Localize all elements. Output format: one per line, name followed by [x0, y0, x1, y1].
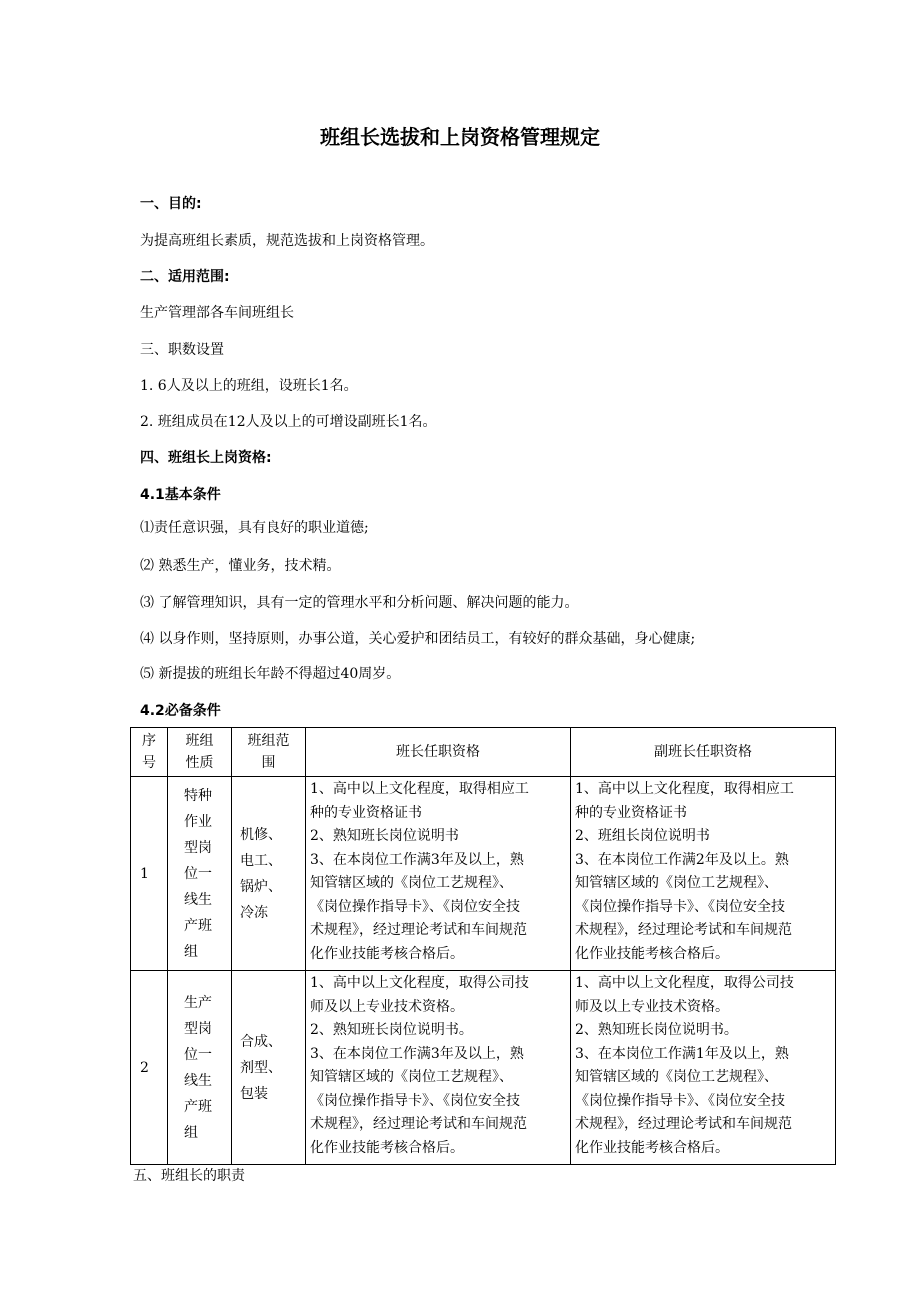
row-nature: 生产 型岗 位一 线生 产班 组	[168, 971, 232, 1165]
basic-condition-item: ⑵ 熟悉生产，懂业务，技术精。	[140, 558, 341, 574]
header-seq	[131, 728, 168, 777]
row-nature: 特种 作业 型岗 位一 线生 产班 组	[168, 777, 232, 971]
requirements-table	[130, 727, 836, 1165]
row-leader-qualification: 1、高中以上文化程度，取得公司技 师及以上专业技术资格。 2、熟知班长岗位说明书。 3、在本岗位工作满3年及以上，熟 知管辖区域的《岗位工艺规程》、 《岗位操作指导卡》、《岗位安全技 术规程》，经过理论考试和车间规范 化作业技能考核合格后。	[306, 971, 571, 1165]
section-1-heading: 一、目的:	[140, 196, 202, 212]
header-scope-text: 班组范围	[247, 733, 290, 771]
header-deputy-qualification: 副班长任职资格	[571, 728, 836, 777]
section-4-1-heading: 4.1基本条件	[140, 487, 221, 503]
section-2-text: 生产管理部各车间班组长	[140, 305, 294, 321]
row-seq: 1	[131, 777, 168, 971]
section-2-heading: 二、适用范围:	[140, 269, 230, 285]
table-row	[131, 971, 836, 1165]
row-seq: 2	[131, 971, 168, 1165]
header-scope	[232, 728, 306, 777]
section-5-heading: 五、班组长的职责	[133, 1168, 245, 1184]
row-leader-qualification: 1、高中以上文化程度，取得相应工 种的专业资格证书 2、熟知班长岗位说明书 3、在本岗位工作满3年及以上，熟 知管辖区域的《岗位工艺规程》、 《岗位操作指导卡》、《岗位安全技 术规程》，经过理论考试和车间规范 化作业技能考核合格后。	[306, 777, 571, 971]
section-3-item-2: 2. 班组成员在12人及以上的可增设副班长1名。	[140, 414, 437, 430]
row-scope: 机修、 电工、 锅炉、 冷冻	[232, 777, 306, 971]
header-nature-text: 班组性质	[185, 733, 214, 771]
basic-condition-item: ⑴责任意识强，具有良好的职业道德;	[140, 520, 369, 536]
row-deputy-qualification: 1、高中以上文化程度，取得公司技 师及以上专业技术资格。 2、熟知班长岗位说明书。 3、在本岗位工作满1年及以上，熟 知管辖区域的《岗位工艺规程》、 《岗位操作指导卡》、《岗位安全技 术规程》，经过理论考试和车间规范 化作业技能考核合格后。	[571, 971, 836, 1165]
document-title: 班组长选拔和上岗资格管理规定	[320, 125, 600, 149]
table-header-row	[131, 728, 836, 777]
section-4-2-heading: 4.2必备条件	[140, 703, 221, 719]
section-3-item-1: 1. 6人及以上的班组，设班长1名。	[140, 378, 358, 394]
basic-condition-item: ⑸ 新提拔的班组长年龄不得超过40周岁。	[140, 666, 401, 682]
section-1-text: 为提高班组长素质，规范选拔和上岗资格管理。	[140, 233, 434, 249]
header-nature	[168, 728, 232, 777]
table-row	[131, 777, 836, 971]
header-seq-text: 序号	[142, 733, 156, 771]
basic-condition-item: ⑷ 以身作则，坚持原则，办事公道，关心爱护和团结员工，有较好的群众基础，身心健康;	[140, 631, 696, 647]
header-leader-qualification: 班长任职资格	[306, 728, 571, 777]
row-deputy-qualification: 1、高中以上文化程度，取得相应工 种的专业资格证书 2、班组长岗位说明书 3、在本岗位工作满2年及以上。熟 知管辖区域的《岗位工艺规程》、 《岗位操作指导卡》、《岗位安全技 术规程》，经过理论考试和车间规范 化作业技能考核合格后。	[571, 777, 836, 971]
section-4-heading: 四、班组长上岗资格:	[140, 450, 272, 466]
section-3-heading: 三、职数设置	[140, 342, 224, 358]
basic-condition-item: ⑶ 了解管理知识，具有一定的管理水平和分析问题、解决问题的能力。	[140, 595, 579, 611]
row-scope: 合成、 剂型、 包装	[232, 971, 306, 1165]
